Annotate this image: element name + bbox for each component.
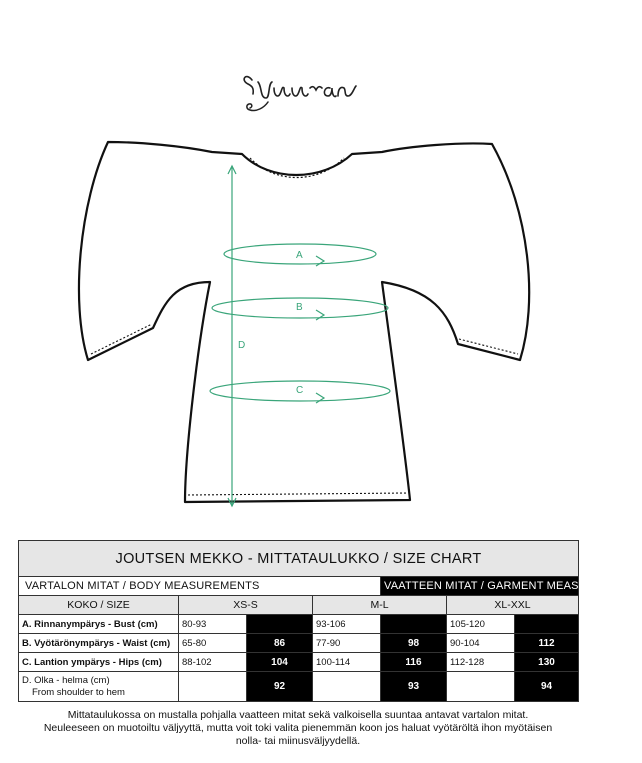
garment-outline — [79, 142, 529, 502]
garment-value: 98 — [381, 634, 447, 653]
table-row — [19, 672, 579, 702]
garment-value: 130 — [515, 653, 579, 672]
garment-value: 104 — [247, 653, 313, 672]
row-label-length-line2: From shoulder to hem — [32, 686, 125, 698]
size-note — [0, 709, 596, 748]
garment-value — [515, 615, 579, 634]
body-value — [179, 672, 247, 702]
size-chart-table — [18, 540, 642, 702]
body-value — [447, 672, 515, 702]
body-value: 77-90 — [313, 634, 381, 653]
label-d: D — [238, 340, 246, 351]
row-label-waist: B. Vyötärönympärys - Waist (cm) — [19, 634, 179, 653]
size-m-l: M-L — [313, 596, 447, 615]
row-label-bust: A. Rinnanympärys - Bust (cm) — [19, 615, 179, 634]
garment-measurements-header: VAATTEEN MITAT / GARMENT MEASUREMENTS — [381, 577, 579, 596]
body-value: 100-114 — [313, 653, 381, 672]
row-label-length — [19, 672, 179, 702]
body-value: 80-93 — [179, 615, 247, 634]
label-b: B — [296, 302, 303, 313]
row-label-length-line1: D. Olka - helma (cm) — [22, 674, 110, 686]
note-line: Mittataulukossa on mustalla pohjalla vaatteen mitat sekä valkoisella suuntaa antavat vartalon mitat. — [67, 709, 529, 721]
size-header: KOKO / SIZE — [19, 596, 179, 615]
garment-value: 112 — [515, 634, 579, 653]
body-value: 93-106 — [313, 615, 381, 634]
body-value: 65-80 — [179, 634, 247, 653]
garment-value — [247, 615, 313, 634]
body-value: 112-128 — [447, 653, 515, 672]
garment-value — [381, 615, 447, 634]
garment-value: 93 — [381, 672, 447, 702]
row-label-hips: C. Lantion ympärys - Hips (cm) — [19, 653, 179, 672]
left-sleeve-hem — [91, 324, 152, 354]
body-value: 105-120 — [447, 615, 515, 634]
table-row — [19, 615, 579, 634]
size-xl-xxl: XL-XXL — [447, 596, 579, 615]
brand-logo — [238, 58, 358, 122]
body-value — [313, 672, 381, 702]
garment-value: 92 — [247, 672, 313, 702]
garment-value: 86 — [247, 634, 313, 653]
body-measurements-header: VARTALON MITAT / BODY MEASUREMENTS — [19, 577, 381, 596]
garment-value: 94 — [515, 672, 579, 702]
table-row — [19, 634, 579, 653]
note-line: nolla- tai miinusväljyydellä. — [235, 735, 361, 747]
garment-value: 116 — [381, 653, 447, 672]
label-a: A — [296, 250, 303, 261]
chart-title: JOUTSEN MEKKO - MITTATAULUKKO / SIZE CHART — [19, 541, 579, 577]
label-c: C — [296, 385, 304, 396]
body-value: 90-104 — [447, 634, 515, 653]
measure-d — [228, 166, 236, 506]
garment-diagram — [60, 132, 540, 514]
bottom-hem — [188, 493, 408, 495]
size-xs-s: XS-S — [179, 596, 313, 615]
table-row — [19, 653, 579, 672]
body-value: 88-102 — [179, 653, 247, 672]
note-line: Neuleeseen on muotoiltu väljyyttä, mutta voit toki valita pienemmän koon jos haluat vyötäröltä ihon myötäisen — [43, 722, 553, 734]
